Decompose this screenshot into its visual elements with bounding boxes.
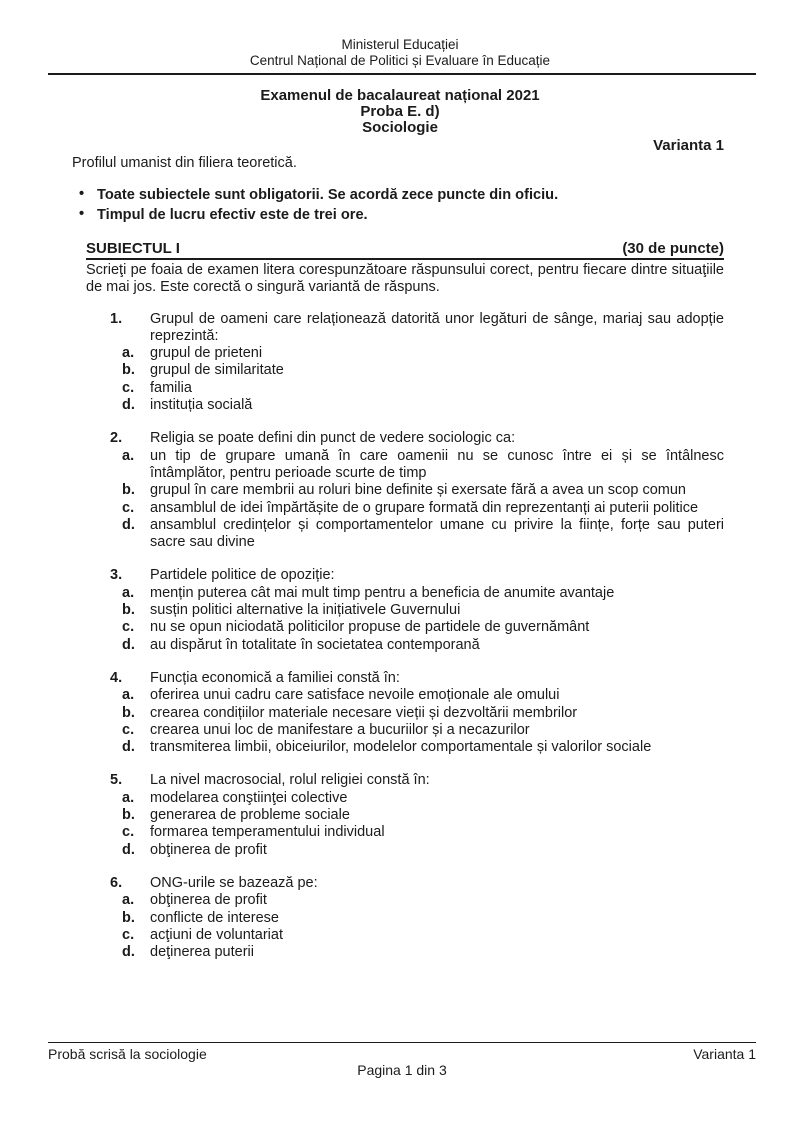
option-text: conflicte de interese (150, 909, 279, 926)
option-letter: d. (122, 516, 135, 533)
option-text: nu se opun niciodată politicilor propuse de partidele de guvernământ (150, 619, 590, 636)
question-number: 5. (110, 772, 123, 789)
option-row (86, 448, 724, 483)
option-letter: a. (122, 789, 135, 806)
option-row (86, 842, 724, 859)
question-stem-row (86, 772, 724, 789)
institution-line: Centrul Național de Politici și Evaluare în Educație (249, 53, 551, 68)
question-1 (86, 311, 724, 415)
option-row (86, 602, 724, 619)
option-row (86, 517, 724, 552)
option-text: un tip de grupare umană în care oamenii nu se cunosc între ei și se întâlnesc întâmplător, pentru perioade scurte de timp (150, 447, 724, 481)
option-letter: c. (122, 379, 135, 396)
questions-list (86, 311, 724, 962)
footer-exam-name: Probă scrisă la sociologie (48, 1046, 207, 1062)
subject-intro: Scrieţi pe foaia de examen litera corespunzătoare răspunsului corect, pentru fiecare dintre situaţiile de mai jos. Este corectă o singură variantă de răspuns. (86, 262, 724, 296)
footer-variant: Varianta 1 (693, 1046, 756, 1062)
question-stem: Funcția economică a familiei constă în: (150, 669, 400, 686)
instruction-item (78, 185, 724, 205)
subject-title: SUBIECTUL I (86, 240, 180, 257)
option-row (86, 482, 724, 499)
option-letter: d. (122, 944, 135, 961)
option-letter: b. (122, 909, 135, 926)
ministry-line: Ministerul Educației (341, 37, 459, 52)
option-letter: a. (122, 892, 135, 909)
option-row (86, 910, 724, 927)
option-letter: b. (122, 807, 135, 824)
option-text: obţinerea de profit (150, 841, 267, 858)
question-stem: ONG-urile se bazează pe: (150, 874, 318, 891)
question-stem: La nivel macrosocial, rolul religiei constă în: (150, 772, 430, 789)
option-row (86, 705, 724, 722)
subject-heading (86, 240, 724, 260)
option-letter: a. (122, 584, 135, 601)
exam-proba: Proba E. d) (360, 103, 440, 120)
option-letter: d. (122, 636, 135, 653)
question-4 (86, 670, 724, 756)
option-row (86, 362, 724, 379)
question-stem: Grupul de oameni care relaționează datorită unor legături de sânge, mariaj sau adopție reprezintă: (150, 310, 724, 344)
question-stem-row (86, 670, 724, 687)
option-text: transmiterea limbii, obiceiurilor, modelelor comportamentale și valorilor sociale (150, 739, 652, 756)
option-text: instituția socială (150, 397, 253, 414)
option-text: susțin politici alternative la inițiativele Guvernului (150, 602, 461, 619)
page-footer (48, 1042, 756, 1078)
option-letter: c. (122, 499, 135, 516)
exam-title: Examenul de bacalaureat național 2021 (260, 87, 540, 104)
option-row (86, 637, 724, 654)
option-row (86, 944, 724, 961)
option-letter: b. (122, 362, 135, 379)
footer-row (48, 1043, 756, 1062)
option-text: grupul în care membrii au roluri bine definite și exersate fără a avea un scop comun (150, 482, 686, 499)
option-row (86, 892, 724, 909)
option-row (86, 619, 724, 636)
option-text: ansamblul de idei împărtășite de o grupare formată din reprezentanți ai puterii politice (150, 499, 699, 516)
question-number: 3. (110, 567, 123, 584)
option-text: crearea unui loc de manifestare a bucuriilor și a necazurilor (150, 721, 530, 738)
page-header (0, 0, 800, 69)
option-row (86, 790, 724, 807)
option-text: generarea de probleme sociale (150, 807, 350, 824)
option-row (86, 500, 724, 517)
instructions-list (78, 185, 724, 225)
question-number: 1. (110, 310, 123, 327)
option-text: oferirea unui cadru care satisface nevoile emoționale ale omului (150, 687, 560, 704)
question-2 (86, 430, 724, 551)
option-letter: a. (122, 447, 135, 464)
instruction-text: Toate subiectele sunt obligatorii. Se acordă zece puncte din oficiu. (97, 187, 559, 203)
question-stem: Partidele politice de opoziție: (150, 567, 335, 584)
option-row (86, 927, 724, 944)
header-rule (48, 73, 756, 75)
question-number: 6. (110, 874, 123, 891)
option-text: ansamblul credințelor și comportamentelor umane cu privire la ființe, forțe sau puteri sacre sau divine (150, 516, 724, 551)
option-letter: c. (122, 721, 135, 738)
option-text: crearea condițiilor materiale necesare vieții și dezvoltării membrilor (150, 704, 578, 721)
option-row (86, 345, 724, 362)
option-row (86, 722, 724, 739)
option-text: obţinerea de profit (150, 892, 267, 909)
question-stem: Religia se poate defini din punct de vedere sociologic ca: (150, 430, 516, 447)
question-number: 4. (110, 669, 123, 686)
option-row (86, 397, 724, 414)
exam-title-block (0, 88, 800, 136)
profile-line: Profilul umanist din filiera teoretică. (72, 155, 297, 171)
option-text: modelarea conştiinţei colective (150, 789, 348, 806)
option-letter: d. (122, 739, 135, 756)
question-3 (86, 567, 724, 653)
option-letter: d. (122, 397, 135, 414)
option-letter: d. (122, 841, 135, 858)
option-text: familia (150, 379, 192, 396)
question-5 (86, 772, 724, 858)
option-text: au dispărut în totalitate în societatea contemporană (150, 636, 480, 653)
question-stem-row (86, 311, 724, 346)
option-row (86, 585, 724, 602)
option-letter: a. (122, 345, 135, 362)
option-row (86, 824, 724, 841)
option-letter: c. (122, 824, 135, 841)
option-letter: b. (122, 482, 135, 499)
option-text: acţiuni de voluntariat (150, 926, 283, 943)
option-row (86, 739, 724, 756)
option-row (86, 807, 724, 824)
question-stem-row (86, 430, 724, 447)
exam-subject: Sociologie (362, 119, 438, 136)
option-letter: c. (122, 619, 135, 636)
question-stem-row (86, 875, 724, 892)
question-number: 2. (110, 430, 123, 447)
option-text: formarea temperamentului individual (150, 824, 385, 841)
bullet-icon: • (79, 186, 85, 202)
instruction-text: Timpul de lucru efectiv este de trei ore. (97, 207, 368, 223)
option-letter: c. (122, 926, 135, 943)
variant-label: Varianta 1 (653, 137, 724, 154)
option-row (86, 380, 724, 397)
option-letter: a. (122, 687, 135, 704)
option-letter: b. (122, 602, 135, 619)
option-row (86, 687, 724, 704)
bullet-icon: • (79, 206, 85, 222)
option-text: mențin puterea cât mai mult timp pentru a beneficia de anumite avantaje (150, 584, 615, 601)
subject-points: (30 de puncte) (622, 240, 724, 257)
instruction-item (78, 205, 724, 225)
option-text: deţinerea puterii (150, 944, 254, 961)
question-stem-row (86, 567, 724, 584)
option-text: grupul de similaritate (150, 362, 284, 379)
footer-page-number: Pagina 1 din 3 (357, 1062, 447, 1078)
question-6 (86, 875, 724, 961)
option-text: grupul de prieteni (150, 345, 263, 362)
option-letter: b. (122, 704, 135, 721)
